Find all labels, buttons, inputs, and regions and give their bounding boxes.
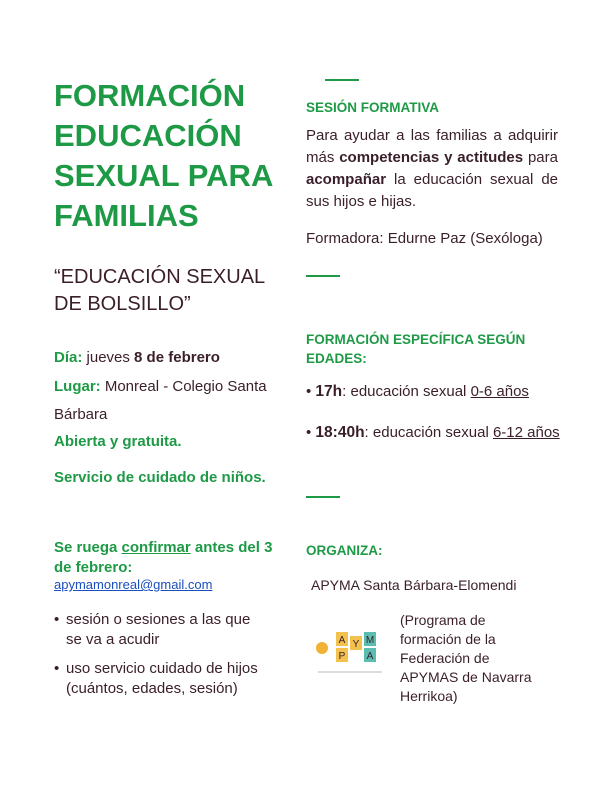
bullet-icon: • xyxy=(306,383,316,400)
programa-line: formación de la xyxy=(400,631,496,647)
sesion-paragraph xyxy=(306,125,558,213)
organizer-name: APYMA Santa Bárbara-Elomendi xyxy=(311,577,517,593)
heading-line: FORMACIÓN ESPECÍFICA SEGÚN xyxy=(306,332,526,347)
age-session xyxy=(306,424,560,442)
section-divider xyxy=(306,275,340,277)
abierta-text: Abierta y gratuita. xyxy=(54,433,182,450)
logo-emblem xyxy=(316,642,328,654)
age-session xyxy=(306,383,529,401)
para-bold: acompañar xyxy=(306,171,387,188)
formadora-text: Formadora: Edurne Paz (Sexóloga) xyxy=(306,230,543,247)
bullet-icon: • xyxy=(54,611,60,628)
logo-letter: P xyxy=(338,651,346,662)
programa-note xyxy=(400,611,550,706)
bullet-line: uso servicio cuidado de hijos xyxy=(66,660,258,677)
para-text: Para ayudar a las familias a adquirir más xyxy=(306,127,558,166)
list-item xyxy=(54,659,296,699)
confirm-post: antes del 3 xyxy=(194,539,273,556)
dia-line xyxy=(54,348,220,368)
confirm-line-2: de febrero: xyxy=(54,559,133,576)
section-divider xyxy=(306,496,340,498)
organiza-heading: ORGANIZA: xyxy=(306,543,383,558)
section-divider xyxy=(325,79,359,81)
subtitle-line: “EDUCACIÓN SEXUAL xyxy=(54,266,266,288)
lugar-line xyxy=(54,377,294,397)
session-range: 6-12 años xyxy=(492,424,560,441)
session-desc: : educación sexual xyxy=(364,424,493,441)
programa-line: APYMAS de Navarra xyxy=(400,669,532,685)
dia-date: 8 de febrero xyxy=(134,349,220,366)
session-desc: : educación sexual xyxy=(342,383,471,400)
bullet-icon: • xyxy=(306,424,316,441)
subtitle-line: DE BOLSILLO” xyxy=(54,293,191,315)
session-range: 0-6 años xyxy=(470,383,529,400)
email-link[interactable]: apymamonreal@gmail.com xyxy=(54,577,213,592)
sesion-heading: SESIÓN FORMATIVA xyxy=(306,100,440,115)
subtitle xyxy=(54,264,294,318)
title-line: FAMILIAS xyxy=(54,198,199,233)
logo-letter: M xyxy=(365,635,375,646)
logo-letter: Y xyxy=(352,639,360,650)
confirm-word: confirmar xyxy=(121,539,191,556)
title-line: EDUCACIÓN xyxy=(54,118,242,153)
bullet-line: sesión o sesiones a las que xyxy=(66,611,251,628)
page-title xyxy=(54,76,304,236)
para-bold: competencias y actitudes xyxy=(339,149,524,166)
programa-line: Federación de xyxy=(400,650,490,666)
lugar-text: Monreal - Colegio Santa xyxy=(104,378,267,395)
servicio-text: Servicio de cuidado de niños. xyxy=(54,469,266,486)
lugar-label: Lugar: xyxy=(54,378,101,395)
confirm-line-1 xyxy=(54,538,294,558)
programa-line: (Programa de xyxy=(400,612,486,628)
title-line: SEXUAL PARA xyxy=(54,158,274,193)
list-item xyxy=(54,610,296,650)
title-line: FORMACIÓN xyxy=(54,78,246,113)
para-text: la educación sexual de sus hijos e hijas. xyxy=(306,171,559,210)
confirm-pre: Se ruega xyxy=(54,539,118,556)
session-time: 17h xyxy=(315,383,343,400)
logo-letter: A xyxy=(366,651,374,662)
especifica-heading xyxy=(306,330,556,368)
dia-text: jueves xyxy=(86,349,130,366)
para-text: para xyxy=(527,149,558,166)
confirm-notice xyxy=(54,538,294,578)
heading-line: EDADES: xyxy=(306,351,367,366)
bullet-line: se va a acudir xyxy=(66,631,160,648)
bullet-line: (cuántos, edades, sesión) xyxy=(66,680,238,697)
bullet-icon: • xyxy=(54,660,60,677)
dia-label: Día: xyxy=(54,349,83,366)
lugar-line-2: Bárbara xyxy=(54,406,108,423)
apyma-logo xyxy=(314,630,386,678)
logo-letter: A xyxy=(338,635,346,646)
session-time: 18:40h xyxy=(315,424,365,441)
programa-line: Herrikoa) xyxy=(400,688,458,704)
